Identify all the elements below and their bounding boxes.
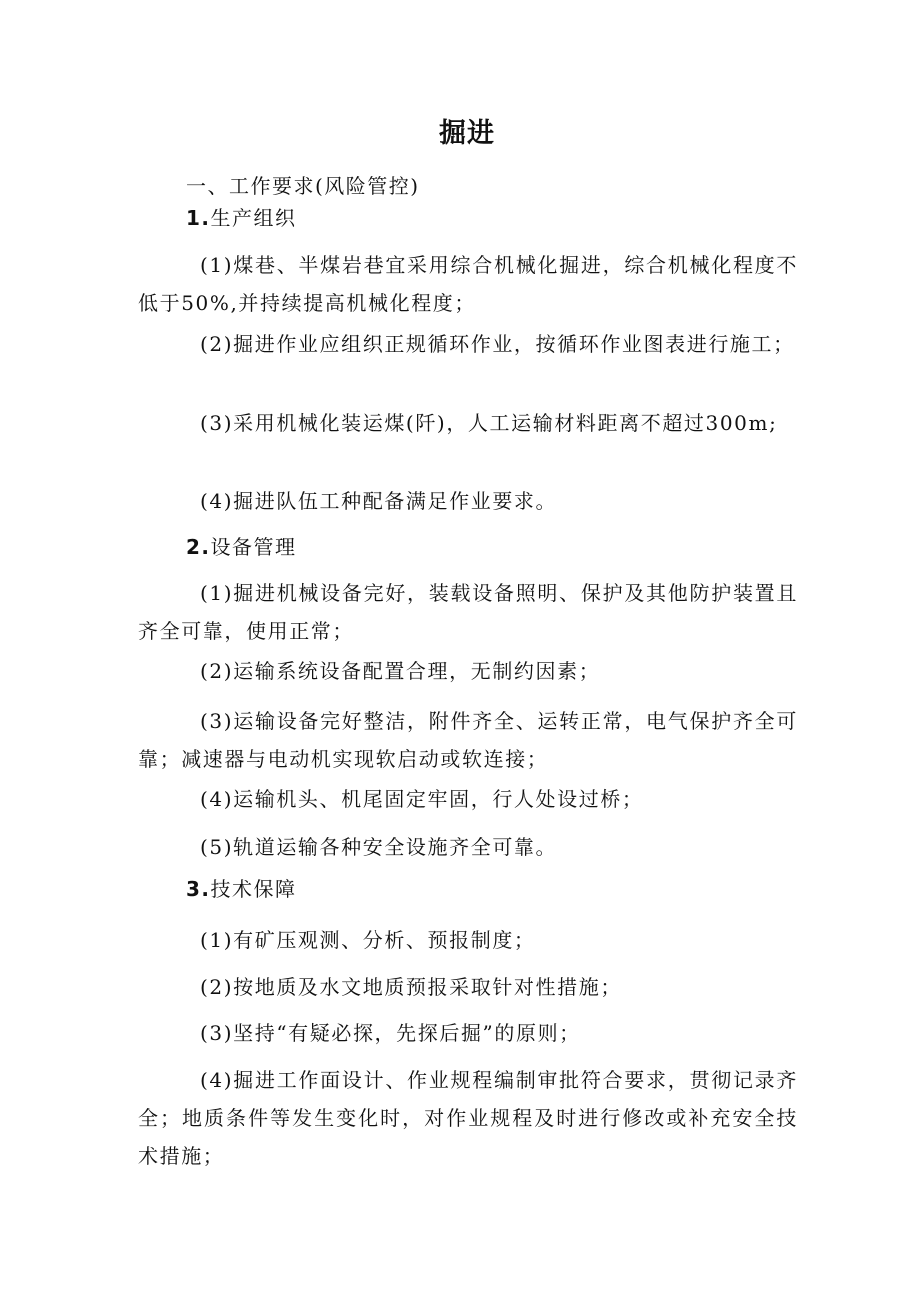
section-title: 生产组织 [210, 206, 297, 230]
section-number: 3. [186, 877, 211, 901]
list-item: (3)坚持“有疑必探，先探后掘”的原则； [200, 1021, 581, 1045]
list-item: (3)运输设备完好整洁，附件齐全、运转正常，电气保护齐全可靠；减速器与电动机实现软启动或软连接； [138, 709, 798, 771]
list-item: (3)采用机械化装运煤(阡)，人工运输材料距离不超过300m; [200, 411, 778, 435]
section-number: 2. [186, 535, 211, 559]
list-item: (1)煤巷、半煤岩巷宜采用综合机械化掘进，综合机械化程度不低于50%,并持续提高机械化程度； [138, 253, 798, 315]
part-heading: 一、工作要求(风险管控) [186, 174, 420, 198]
document-title: 掘进 [439, 118, 495, 149]
list-item: (4)掘进工作面设计、作业规程编制审批符合要求，贯彻记录齐全；地质条件等发生变化时，对作业规程及时进行修改或补充安全技术措施； [138, 1068, 798, 1168]
list-item: (4)掘进队伍工种配备满足作业要求。 [200, 489, 558, 513]
list-item: (4)运输机头、机尾固定牢固，行人处设过桥； [200, 787, 644, 811]
section-heading [186, 874, 297, 904]
section-number: 1. [186, 206, 211, 230]
list-item: (2)掘进作业应组织正规循环作业，按循环作业图表进行施工； [200, 332, 795, 356]
list-item: (1)掘进机械设备完好，装载设备照明、保护及其他防护装置且齐全可靠，使用正常； [138, 581, 798, 643]
list-item: (2)运输系统设备配置合理，无制约因素； [200, 659, 601, 683]
section-heading [186, 203, 297, 233]
section-heading [186, 532, 297, 562]
section-title: 技术保障 [210, 877, 297, 901]
list-item: (2)按地质及水文地质预报采取针对性措施； [200, 975, 622, 999]
list-item: (5)轨道运输各种安全设施齐全可靠。 [200, 835, 558, 859]
section-title: 设备管理 [210, 535, 297, 559]
list-item: (1)有矿压观测、分析、预报制度； [200, 928, 536, 952]
